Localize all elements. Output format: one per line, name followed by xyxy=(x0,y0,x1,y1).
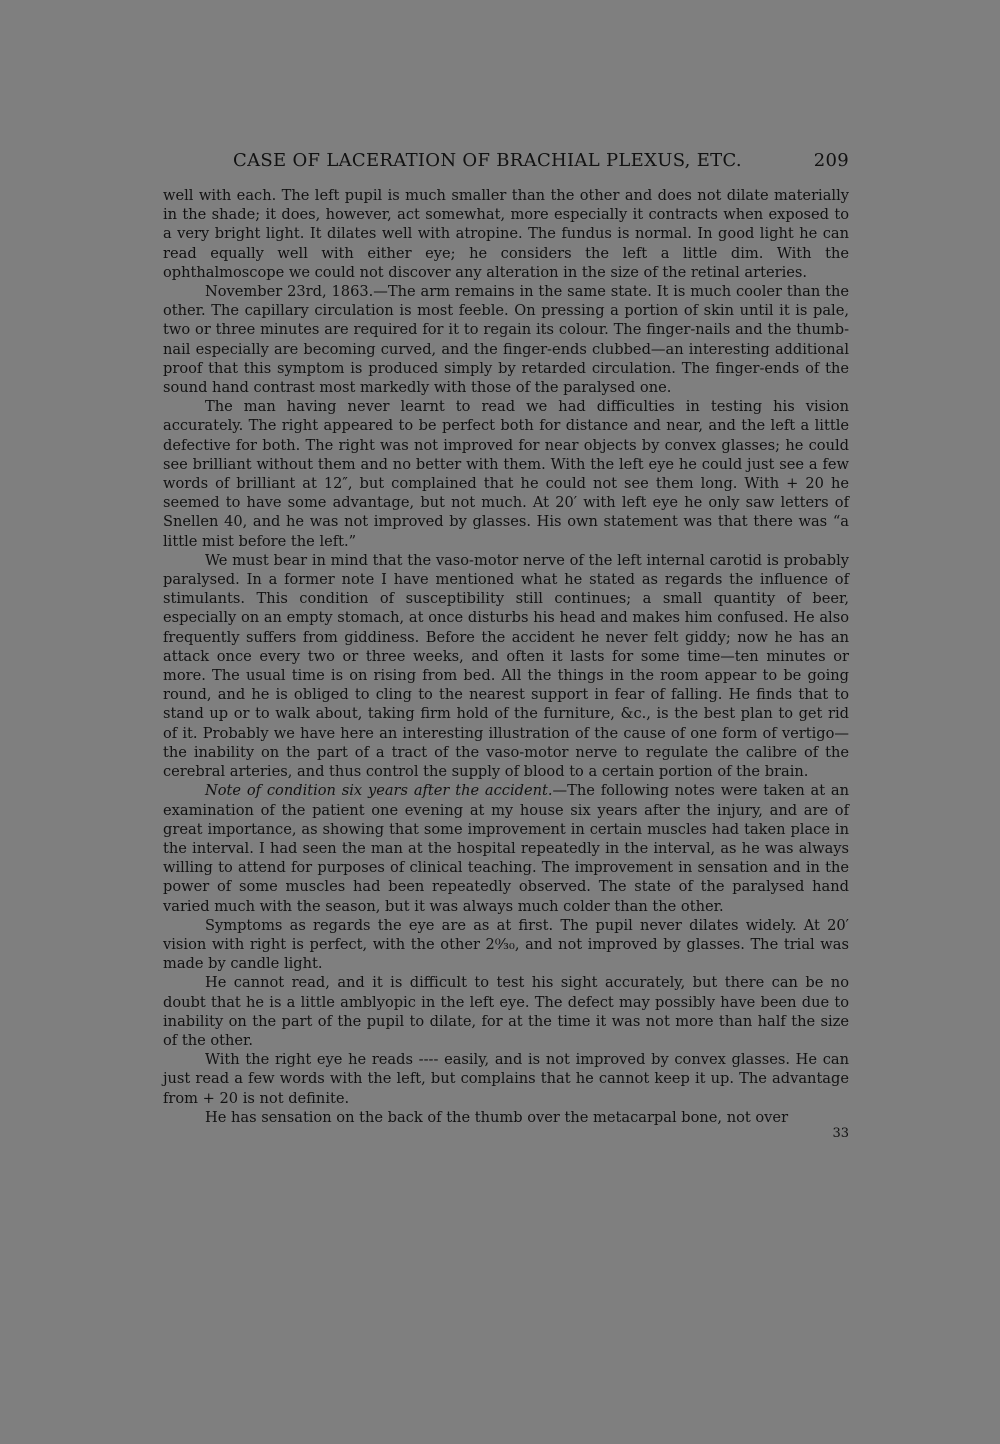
paragraph xyxy=(163,781,849,915)
paragraph: Symptoms as regards the eye are as at first. The pupil never dilates widely. At 20′ vision with right is perfect, with the other 2⁰⁄₃₀, and not improved by glasses. The trial was made by candle light. xyxy=(163,916,849,973)
paragraph: The man having never learnt to read we had difficulties in testing his vision accurately. The right appeared to be perfect both for distance and near, and the left a little defective for both. The right was not improved for near objects by convex glasses; he could see brilliant without them and no better with them. With the left eye he could just see a few words of brilliant at 12″, but complained that he could not see them long. With + 20 he seemed to have some advantage, but not much. At 20′ with left eye he only saw letters of Snellen 40, and he was not improved by glasses. His own statement was that there was “a little mist before the left.” xyxy=(163,398,849,550)
paragraph: He cannot read, and it is difficult to test his sight accurately, but there can be no doubt that he is a little amblyopic in the left eye. The defect may possibly have been due to inability on the part of the pupil to dilate, for at the time it was not more than half the size of the other. xyxy=(163,974,849,1049)
paragraph: well with each. The left pupil is much smaller than the other and does not dilate materially in the shade; it does, however, act somewhat, more especially it contracts when exposed to a very bright light. It dilates well with atropine. The fundus is normal. In good light he can read equally well with either eye; he considers the left a little dim. With the ophthalmoscope we could not discover any alteration in the size of the retinal arteries. xyxy=(163,187,849,281)
body-text xyxy=(163,186,849,1127)
paragraph-text: —The following notes were taken at an examination of the patient one evening at my house six years after the injury, and are of great importance, as showing that some improvement in certain muscles had taken place in the interval. I had seen the man at the hospital repeatedly in the interval, as he was always willing to attend for purposes of clinical teaching. The improvement in sensation and in the power of some muscles had been repeatedly observed. The state of the paralysed hand varied much with the season, but it was always much colder than the other. xyxy=(163,782,850,915)
italic-heading: Note of condition six years after the accident. xyxy=(205,782,553,800)
page xyxy=(163,150,850,1141)
page-number: 209 xyxy=(813,150,849,171)
signature-mark: 33 xyxy=(832,1125,849,1141)
paragraph: With the right eye he reads ---- easily, and is not improved by convex glasses. He can just read a few words with the left, but complains that he cannot keep it up. The advantage from + 20 is not definite. xyxy=(163,1051,849,1107)
paragraph: He has sensation on the back of the thumb over the metacarpal bone, not over xyxy=(205,1108,789,1126)
running-head xyxy=(163,150,849,186)
running-title: CASE OF LACERATION OF BRACHIAL PLEXUS, ETC. xyxy=(233,150,742,171)
paragraph: We must bear in mind that the vaso-motor nerve of the left internal carotid is probably paralysed. In a former note I have mentioned what he stated as regards the influence of stimulants. This condition of susceptibility still continues; a small quantity of beer, especially on an empty stomach, at once disturbs his head and makes him confused. He also frequently suffers from giddiness. Before the accident he never felt giddy; now he has an attack once every two or three weeks, and often it lasts for some time—ten minutes or more. The usual time is on rising from bed. All the things in the room appear to be going round, and he is obliged to cling to the nearest support in fear of falling. He finds that to stand up or to walk about, taking firm hold of the furniture, &c., is the best plan to get rid of it. Probably we have here an interesting illustration of the cause of one form of vertigo—the inability on the part of a tract of the vaso-motor nerve to regulate the calibre of the cerebral arteries, and thus control the supply of blood to a certain portion of the brain. xyxy=(163,551,849,781)
paragraph: November 23rd, 1863.—The arm remains in the same state. It is much cooler than the other. The capillary circulation is most feeble. On pressing a portion of skin until it is pale, two or three minutes are required for it to regain its colour. The finger-nails and the thumb-nail especially are becoming curved, and the finger-ends clubbed—an interesting additional proof that this symptom is produced simply by retarded circulation. The finger-ends of the sound hand contrast most markedly with those of the paralysed one. xyxy=(163,283,849,397)
